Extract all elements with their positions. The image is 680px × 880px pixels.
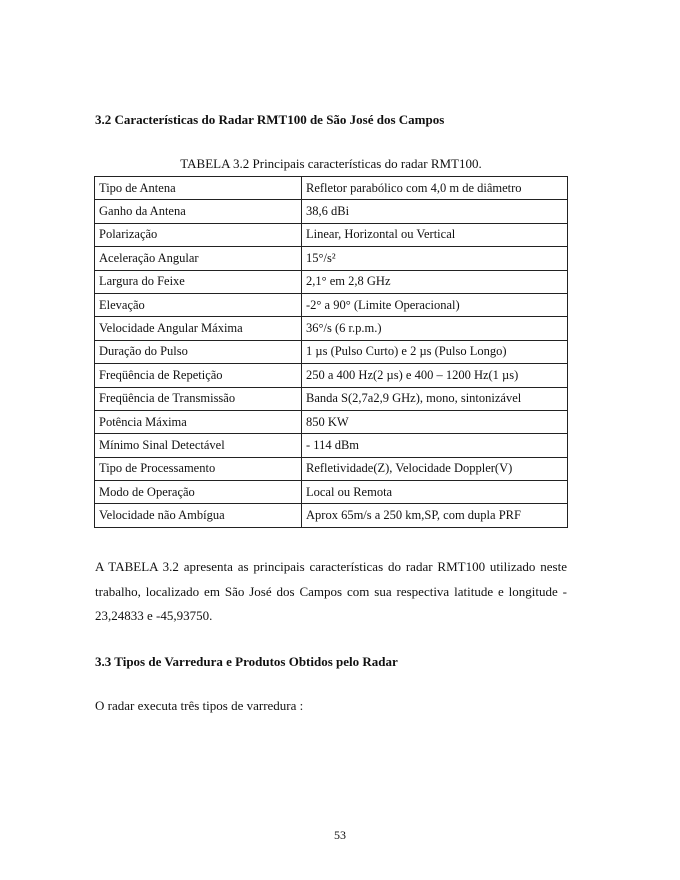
table-row <box>95 247 568 270</box>
table-row <box>95 387 568 410</box>
table-cell-value: 850 KW <box>302 410 568 433</box>
table-cell-value: Linear, Horizontal ou Vertical <box>302 223 568 246</box>
table-row <box>95 434 568 457</box>
table-row <box>95 457 568 480</box>
table-cell-value: 2,1° em 2,8 GHz <box>302 270 568 293</box>
table-row <box>95 177 568 200</box>
table-row <box>95 481 568 504</box>
table-cell-parameter: Aceleração Angular <box>95 247 302 270</box>
table-caption: TABELA 3.2 Principais características do radar RMT100. <box>180 156 482 171</box>
table-cell-parameter: Mínimo Sinal Detectável <box>95 434 302 457</box>
table-cell-parameter: Duração do Pulso <box>95 340 302 363</box>
table-cell-value: 36°/s (6 r.p.m.) <box>302 317 568 340</box>
table-row <box>95 364 568 387</box>
page-number: 53 <box>334 828 346 842</box>
section-heading-3-2: 3.2 Características do Radar RMT100 de São José dos Campos <box>95 112 445 127</box>
table-row <box>95 293 568 316</box>
table-cell-parameter: Freqüência de Transmissão <box>95 387 302 410</box>
section-heading-3-3: 3.3 Tipos de Varredura e Produtos Obtidos pelo Radar <box>95 654 398 669</box>
table-cell-parameter: Tipo de Processamento <box>95 457 302 480</box>
table-row <box>95 410 568 433</box>
table-cell-parameter: Velocidade Angular Máxima <box>95 317 302 340</box>
table-cell-parameter: Polarização <box>95 223 302 246</box>
table-cell-value: -2° a 90° (Limite Operacional) <box>302 293 568 316</box>
table-cell-parameter: Freqüência de Repetição <box>95 364 302 387</box>
table-cell-value: 15°/s² <box>302 247 568 270</box>
table-cell-value: Aprox 65m/s a 250 km,SP, com dupla PRF <box>302 504 568 527</box>
paragraph-scan-types: O radar executa três tipos de varredura : <box>95 698 304 713</box>
table-row <box>95 270 568 293</box>
table-cell-value: Banda S(2,7a2,9 GHz), mono, sintonizável <box>302 387 568 410</box>
table-cell-parameter: Velocidade não Ambígua <box>95 504 302 527</box>
table-row <box>95 223 568 246</box>
table-row <box>95 317 568 340</box>
paragraph-table-description: A TABELA 3.2 apresenta as principais características do radar RMT100 utilizado neste trabalho, localizado em São José dos Campos com sua respectiva latitude e longitude - 23,24833 e -45,93750. <box>95 559 567 623</box>
table-cell-parameter: Potência Máxima <box>95 410 302 433</box>
table-cell-value: Refletividade(Z), Velocidade Doppler(V) <box>302 457 568 480</box>
table-cell-parameter: Tipo de Antena <box>95 177 302 200</box>
table-row <box>95 504 568 527</box>
table-body <box>95 177 568 528</box>
radar-characteristics-table <box>94 176 568 528</box>
table-cell-value: 250 a 400 Hz(2 µs) e 400 – 1200 Hz(1 µs) <box>302 364 568 387</box>
table-cell-value: 1 µs (Pulso Curto) e 2 µs (Pulso Longo) <box>302 340 568 363</box>
table-cell-parameter: Elevação <box>95 293 302 316</box>
table-row <box>95 200 568 223</box>
table-row <box>95 340 568 363</box>
table-cell-value: - 114 dBm <box>302 434 568 457</box>
table-cell-parameter: Largura do Feixe <box>95 270 302 293</box>
table-cell-value: Refletor parabólico com 4,0 m de diâmetro <box>302 177 568 200</box>
table-cell-parameter: Modo de Operação <box>95 481 302 504</box>
table-cell-parameter: Ganho da Antena <box>95 200 302 223</box>
table-cell-value: 38,6 dBi <box>302 200 568 223</box>
table-cell-value: Local ou Remota <box>302 481 568 504</box>
